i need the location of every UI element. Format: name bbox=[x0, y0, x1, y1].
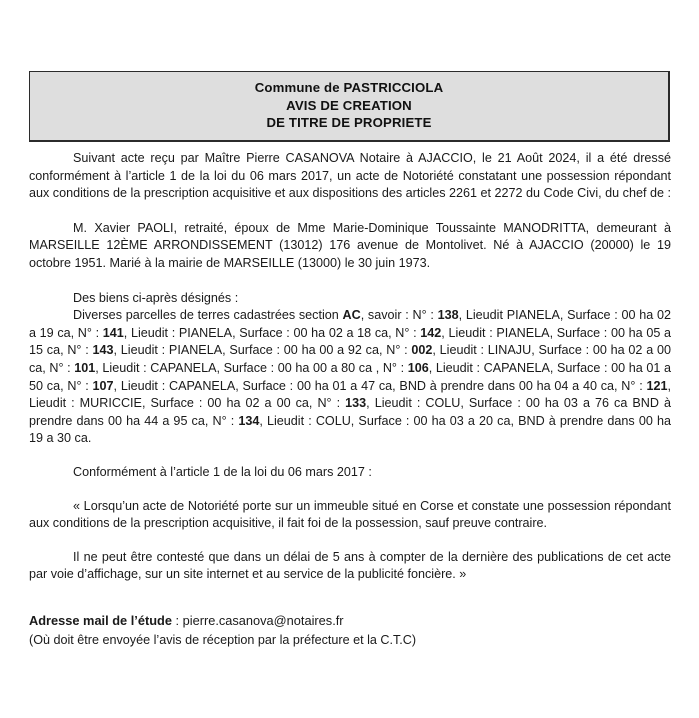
paragraph-parcels bbox=[29, 307, 671, 448]
parcel-number: 106 bbox=[407, 360, 429, 375]
email-label: Adresse mail de l’étude bbox=[29, 613, 172, 628]
parcel-details: , Lieudit : CAPANELA, Surface : 00 ha 01 a 47 ca, BND à prendre dans 00 ha 04 a 40 ca, N° : bbox=[113, 378, 647, 393]
parcel-number: 138 bbox=[437, 308, 459, 323]
parcels-savoir-text: , savoir : N° : bbox=[360, 308, 438, 323]
parcel-details: , Lieudit : PIANELA, Surface : 00 ha 00 a 92 ca, N° : bbox=[113, 343, 412, 358]
paragraph-goods-heading: Des biens ci-après désignés : bbox=[73, 290, 239, 305]
parcel-details: , Lieudit : CAPANELA, Surface : 00 ha 00 a 80 ca , N° : bbox=[95, 360, 408, 375]
parcels-section-code: AC bbox=[342, 308, 361, 323]
parcel-number: 133 bbox=[345, 396, 367, 411]
parcel-number: 134 bbox=[238, 413, 260, 428]
document-header-box bbox=[29, 71, 670, 142]
contact-block bbox=[29, 612, 671, 649]
parcel-details: , Lieudit : PIANELA, Surface : 00 ha 02 a 18 ca, N° : bbox=[123, 325, 421, 340]
email-line bbox=[29, 612, 671, 631]
parcel-details: , Lieudit PIANELA, Surface : 00 ha 02 a 19 ca, N° : bbox=[29, 308, 671, 340]
header-titre-line: DE TITRE DE PROPRIETE bbox=[266, 115, 432, 130]
email-address[interactable]: pierre.casanova@notaires.fr bbox=[182, 613, 344, 628]
parcel-number: 101 bbox=[74, 360, 96, 375]
document-body bbox=[29, 150, 671, 584]
parcel-list bbox=[29, 308, 671, 445]
paragraph-person: M. Xavier PAOLI, retraité, époux de Mme Marie-Dominique Toussainte MANODRITTA, demeurant à MARSEILLE 12ÈME ARRONDISSEMENT (13012) 176 avenue de Montolivet. Né à AJACCIO (20000) le 19 octobre 1951. Marié à la mairie de MARSEILLE (13000) le 30 juin 1973. bbox=[29, 220, 671, 270]
header-avis-line: AVIS DE CREATION bbox=[286, 97, 412, 113]
parcel-details: , Lieudit : MURICCIE, Surface : 00 ha 02 a 00 ca, N° : bbox=[29, 378, 671, 411]
paragraph-conformity: Conformément à l’article 1 de la loi du 06 mars 2017 : bbox=[73, 464, 372, 479]
paragraph-contest: Il ne peut être contesté que dans un délai de 5 ans à compter de la dernière des publications de cet acte par voie d’affichage, sur un site internet et au service de la publicité foncière. » bbox=[29, 549, 671, 582]
paragraph-intro: Suivant acte reçu par Maître Pierre CASANOVA Notaire à AJACCIO, le 21 Août 2024, il a été dressé conformément à l’article 1 de la loi du 06 mars 2017, un acte de Notoriété constatant une possession répondant aux conditions de la prescription acquisitive et aux dispositions des articles 2261 et 2272 du Code Civi, du chef de : bbox=[29, 151, 671, 201]
parcel-number: 141 bbox=[102, 325, 124, 340]
parcel-number: 107 bbox=[92, 378, 114, 393]
parcel-details: , Lieudit : LINAJU, Surface : 00 ha 02 a 00 ca, N° : bbox=[29, 343, 671, 375]
header-commune-line: Commune de PASTRICCIOLA bbox=[254, 80, 444, 95]
parcel-number: 002 bbox=[411, 343, 433, 358]
parcel-details: , Lieudit : COLU, Surface : 00 ha 03 a 20 ca, BND à prendre dans 00 ha 19 a 30 ca. bbox=[29, 413, 671, 446]
email-note: (Où doit être envoyée l’avis de réception par la préfecture et la C.T.C) bbox=[29, 632, 417, 647]
paragraph-quote: « Lorsqu’un acte de Notoriété porte sur un immeuble situé en Corse et constate une possession répondant aux conditions de la prescription acquisitive, il fait foi de la possession, sauf preuve contraire. bbox=[29, 498, 671, 531]
parcel-number: 121 bbox=[646, 378, 668, 393]
parcel-details: , Lieudit : PIANELA, Surface : 00 ha 05 a 15 ca, N° : bbox=[29, 325, 671, 358]
parcel-details: , Lieudit : CAPANELA, Surface : 00 ha 01 a 50 ca, N° : bbox=[29, 360, 671, 393]
parcel-number: 142 bbox=[420, 325, 442, 340]
parcels-intro-text: Diverses parcelles de terres cadastrées section bbox=[73, 308, 343, 323]
parcel-details: , Lieudit : COLU, Surface : 00 ha 03 a 76 ca BND à prendre dans 00 ha 44 a 95 ca, N° : bbox=[29, 396, 672, 428]
parcel-number: 143 bbox=[92, 343, 114, 358]
email-separator: : bbox=[171, 613, 183, 628]
